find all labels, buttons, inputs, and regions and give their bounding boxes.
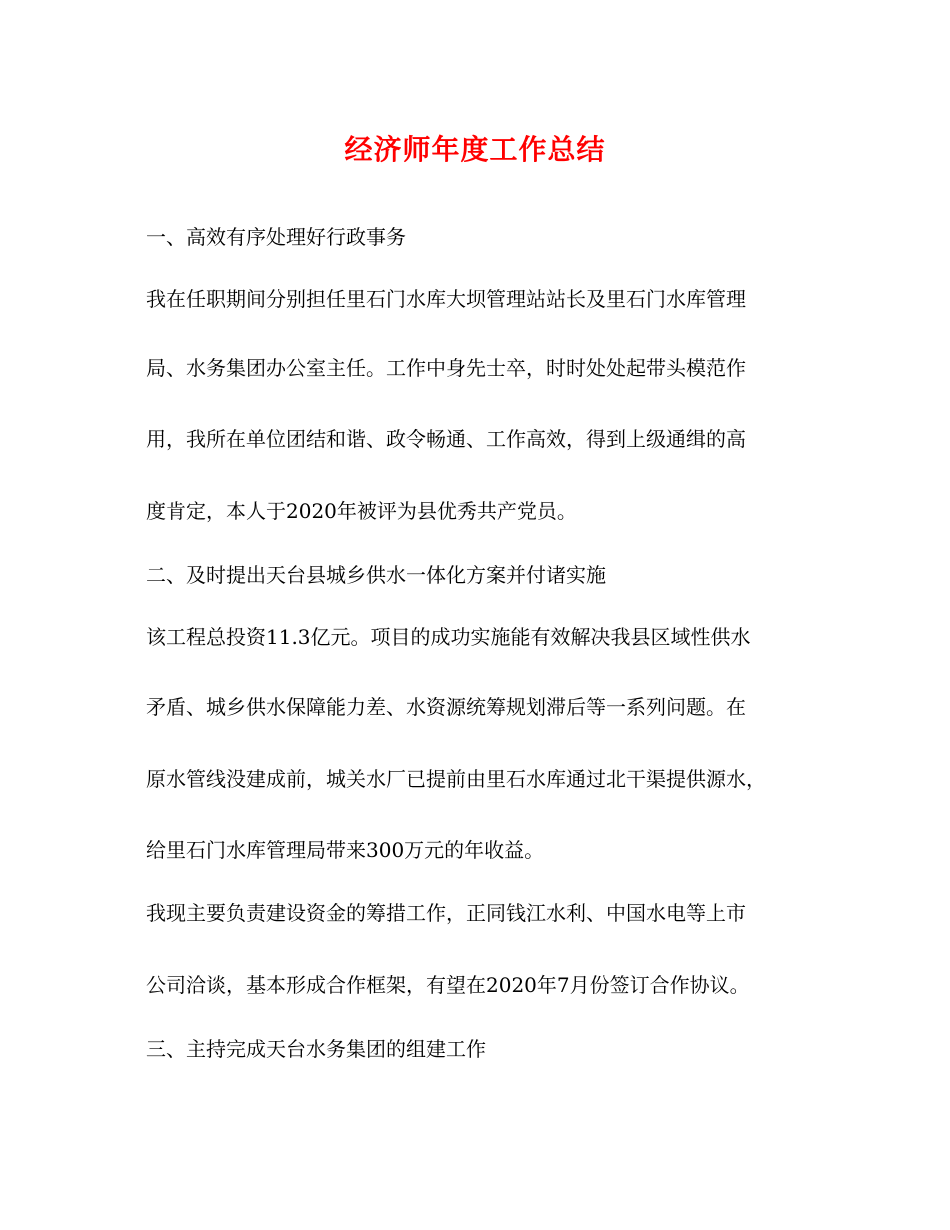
paragraph-line: 我在任职期间分别担任里石门水库大坝管理站站长及里石门水库管理 xyxy=(146,287,746,311)
paragraph-line: 给里石门水库管理局带来300万元的年收益。 xyxy=(146,838,545,862)
paragraph-line: 度肯定，本人于2020年被评为县优秀共产党员。 xyxy=(146,499,577,523)
paragraph-line: 用，我所在单位团结和谐、政令畅通、工作高效，得到上级通缉的高 xyxy=(146,427,746,451)
paragraph-line: 原水管线没建成前，城关水厂已提前由里石水库通过北干渠提供源水， xyxy=(146,767,766,791)
paragraph-line: 该工程总投资11.3亿元。项目的成功实施能有效解决我县区域性供水 xyxy=(146,625,751,649)
document-title: 经济师年度工作总结 xyxy=(344,133,606,166)
paragraph-line: 矛盾、城乡供水保障能力差、水资源统筹规划滞后等一系列问题。在 xyxy=(146,695,746,719)
paragraph-line: 局、水务集团办公室主任。工作中身先士卒，时时处处起带头模范作 xyxy=(146,356,746,380)
heading-section-3: 三、主持完成天台水务集团的组建工作 xyxy=(146,1037,486,1061)
heading-section-2: 二、及时提出天台县城乡供水一体化方案并付诸实施 xyxy=(146,563,606,587)
heading-section-1: 一、高效有序处理好行政事务 xyxy=(146,225,406,249)
paragraph-line: 我现主要负责建设资金的筹措工作，正同钱江水利、中国水电等上市 xyxy=(146,901,746,925)
paragraph-line: 公司洽谈，基本形成合作框架，有望在2020年7月份签订合作协议。 xyxy=(146,973,750,997)
